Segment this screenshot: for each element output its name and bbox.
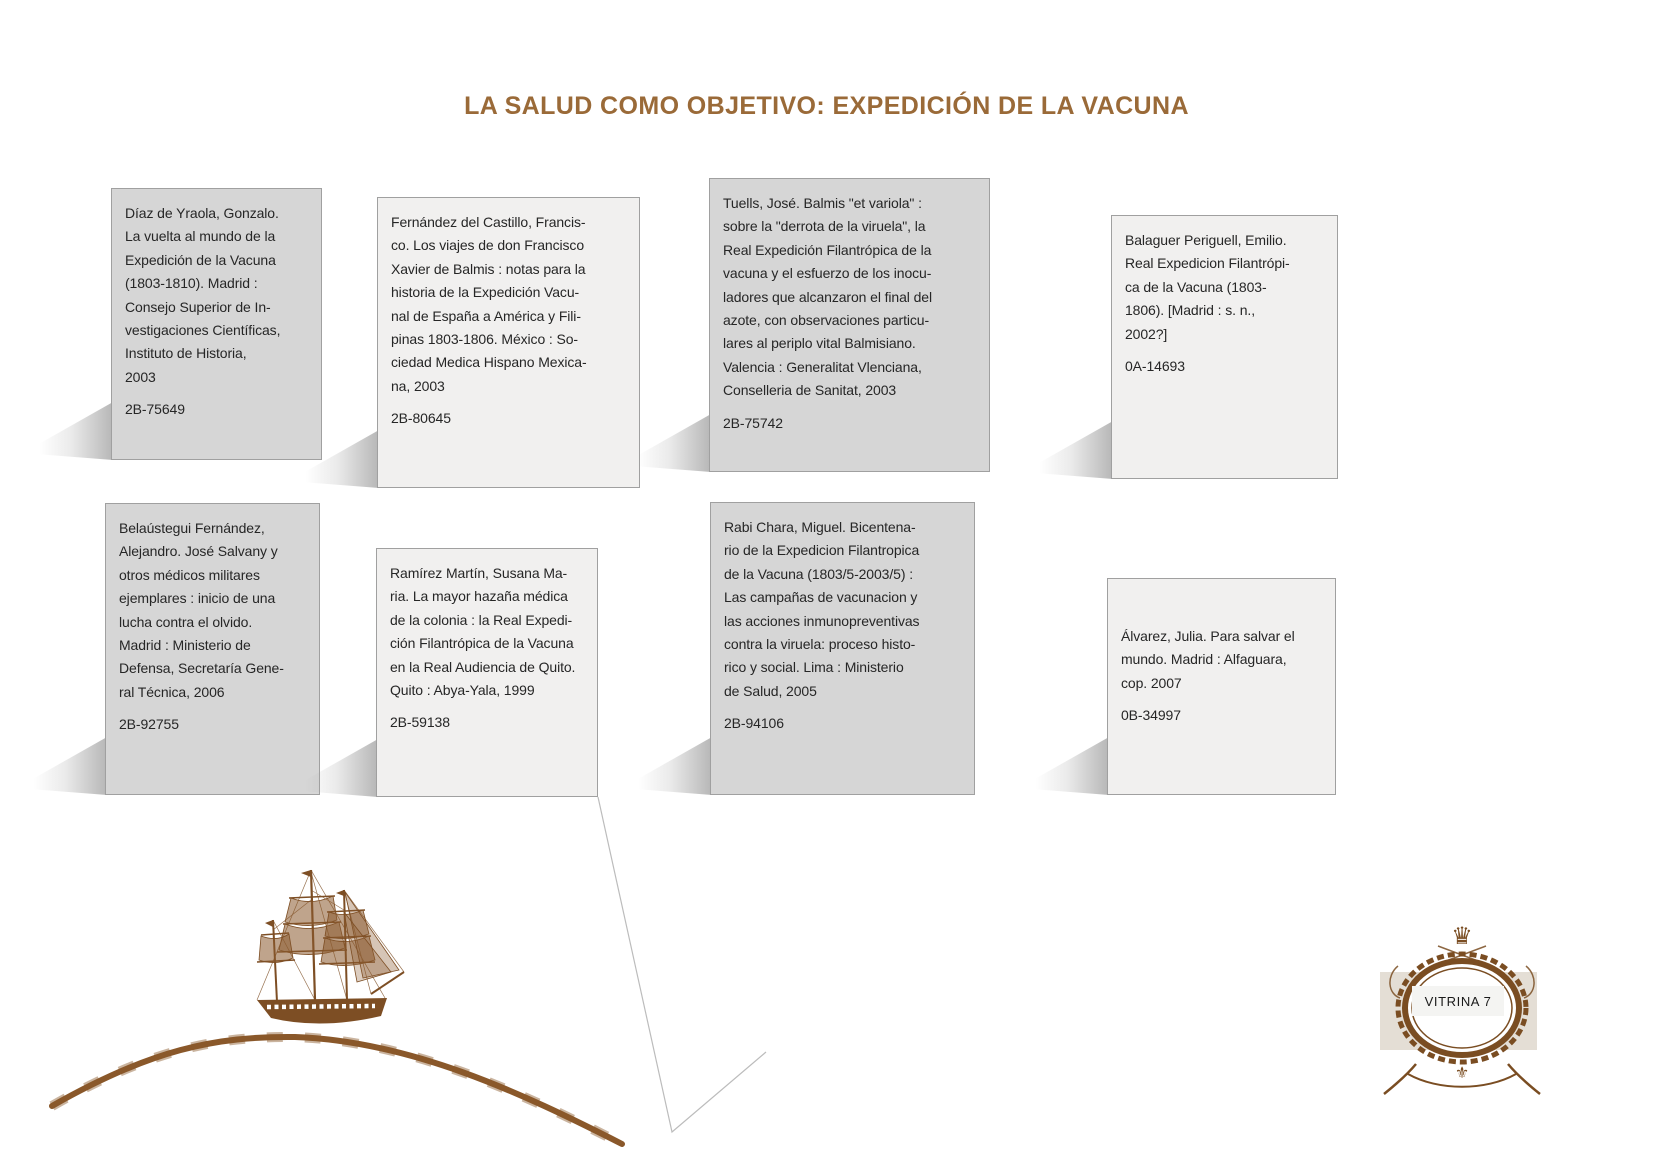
card-line: Balaguer Periguell, Emilio. xyxy=(1125,232,1287,248)
card-line: co. Los viajes de don Francisco xyxy=(391,237,585,254)
card-line: de la colonia : la Real Expedi- xyxy=(390,611,573,628)
card-line: ciedad Medica Hispano Mexica- xyxy=(391,354,587,371)
card-line: vacuna y el esfuerzo de los inocu- xyxy=(723,265,932,282)
card-line: Defensa, Secretaría Gene- xyxy=(119,660,284,677)
card-line: Álvarez, Julia. Para salvar el xyxy=(1121,628,1295,644)
card-line: Instituto de Historia, xyxy=(125,345,247,362)
card-line: lucha contra el olvido. xyxy=(119,613,253,630)
pointer-line xyxy=(598,797,766,1132)
card-line: Xavier de Balmis : notas para la xyxy=(391,260,586,277)
crown-icon: ♛ xyxy=(1451,923,1473,950)
card-line: Fernández del Castillo, Francis- xyxy=(391,214,586,230)
card-line: Ramírez Martín, Susana Ma- xyxy=(390,565,568,581)
card-line: Expedición de la Vacuna xyxy=(125,251,276,268)
page-title: LA SALUD COMO OBJETIVO: EXPEDICIÓN DE LA VACUNA xyxy=(464,92,1189,120)
card-line: Real Expedicion Filantrópi- xyxy=(1125,255,1290,272)
card-line: 2002?] xyxy=(1125,325,1168,342)
card-line: Belaústegui Fernández, xyxy=(119,520,265,536)
call-number: 0B-34997 xyxy=(1121,707,1181,724)
card-line: Madrid : Ministerio de xyxy=(119,637,251,654)
card-line: en la Real Audiencia de Quito. xyxy=(390,658,576,675)
ship-gunports xyxy=(267,1006,375,1007)
card-line: ción Filantrópica de la Vacuna xyxy=(390,635,574,652)
tall-ship-illustration xyxy=(245,860,405,1038)
card-line: ria. La mayor hazaña médica xyxy=(390,588,568,605)
card-line: 2003 xyxy=(125,368,156,385)
call-number: 2B-75649 xyxy=(125,401,185,418)
card-line: La vuelta al mundo de la xyxy=(125,228,276,245)
call-number: 2B-94106 xyxy=(724,715,784,732)
vitrina-label: VITRINA 7 xyxy=(1412,986,1504,1016)
card-line: contra la viruela: proceso histo- xyxy=(724,636,916,653)
call-number: 2B-80645 xyxy=(391,410,451,427)
card-line: ladores que alcanzaron el final del xyxy=(723,288,932,305)
card-line: Díaz de Yraola, Gonzalo. xyxy=(125,205,279,221)
card-line: sobre la "derrota de la viruela", la xyxy=(723,218,926,235)
card-line: Las campañas de vacunacion y xyxy=(724,589,918,606)
card-line: Alejandro. José Salvany y xyxy=(119,543,278,560)
card-line: Quito : Abya-Yala, 1999 xyxy=(390,682,535,699)
card-line: Valencia : Generalitat Vlenciana, xyxy=(723,358,922,375)
card-line: pinas 1803-1806. México : So- xyxy=(391,331,578,348)
card-line: historia de la Expedición Vacu- xyxy=(391,284,580,301)
card-line: mundo. Madrid : Alfaguara, xyxy=(1121,651,1287,668)
card-line: Tuells, José. Balmis "et variola" : xyxy=(723,195,922,211)
card-line: de Salud, 2005 xyxy=(724,682,817,699)
call-number: 2B-59138 xyxy=(390,714,450,731)
card-line: ral Técnica, 2006 xyxy=(119,683,225,700)
fleur-de-lis-icon: ⚜ xyxy=(1454,1065,1470,1082)
card-line: na, 2003 xyxy=(391,377,445,394)
card-line: azote, con observaciones particu- xyxy=(723,312,930,329)
call-number: 2B-92755 xyxy=(119,716,179,733)
card-line: 1806). [Madrid : s. n., xyxy=(1125,302,1255,319)
card-line: lares al periplo vital Balmisiano. xyxy=(723,335,916,352)
card-line: Real Expedición Filantrópica de la xyxy=(723,241,932,258)
card-line: otros médicos militares xyxy=(119,566,260,583)
card-line: vestigaciones Científicas, xyxy=(125,322,281,339)
ground-curve-texture xyxy=(52,1037,622,1144)
call-number: 2B-75742 xyxy=(723,414,783,431)
card-line: rico y social. Lima : Ministerio xyxy=(724,659,904,676)
card-line: ca de la Vacuna (1803- xyxy=(1125,278,1267,295)
card-line: Conselleria de Sanitat, 2003 xyxy=(723,382,897,399)
card-line: ejemplares : inicio de una xyxy=(119,590,276,607)
card-line: rio de la Expedicion Filantropica xyxy=(724,542,920,559)
card-line: cop. 2007 xyxy=(1121,674,1182,691)
call-number: 0A-14693 xyxy=(1125,358,1185,375)
card-line: (1803-1810). Madrid : xyxy=(125,275,258,292)
card-line: Consejo Superior de In- xyxy=(125,298,271,315)
card-line: Rabi Chara, Miguel. Bicentena- xyxy=(724,519,916,535)
ground-curve xyxy=(52,1037,622,1144)
card-line: nal de España a América y Fili- xyxy=(391,307,581,324)
card-line: de la Vacuna (1803/5-2003/5) : xyxy=(724,565,913,582)
ship-hull xyxy=(257,998,387,1024)
card-line: las acciones inmunopreventivas xyxy=(724,612,920,629)
